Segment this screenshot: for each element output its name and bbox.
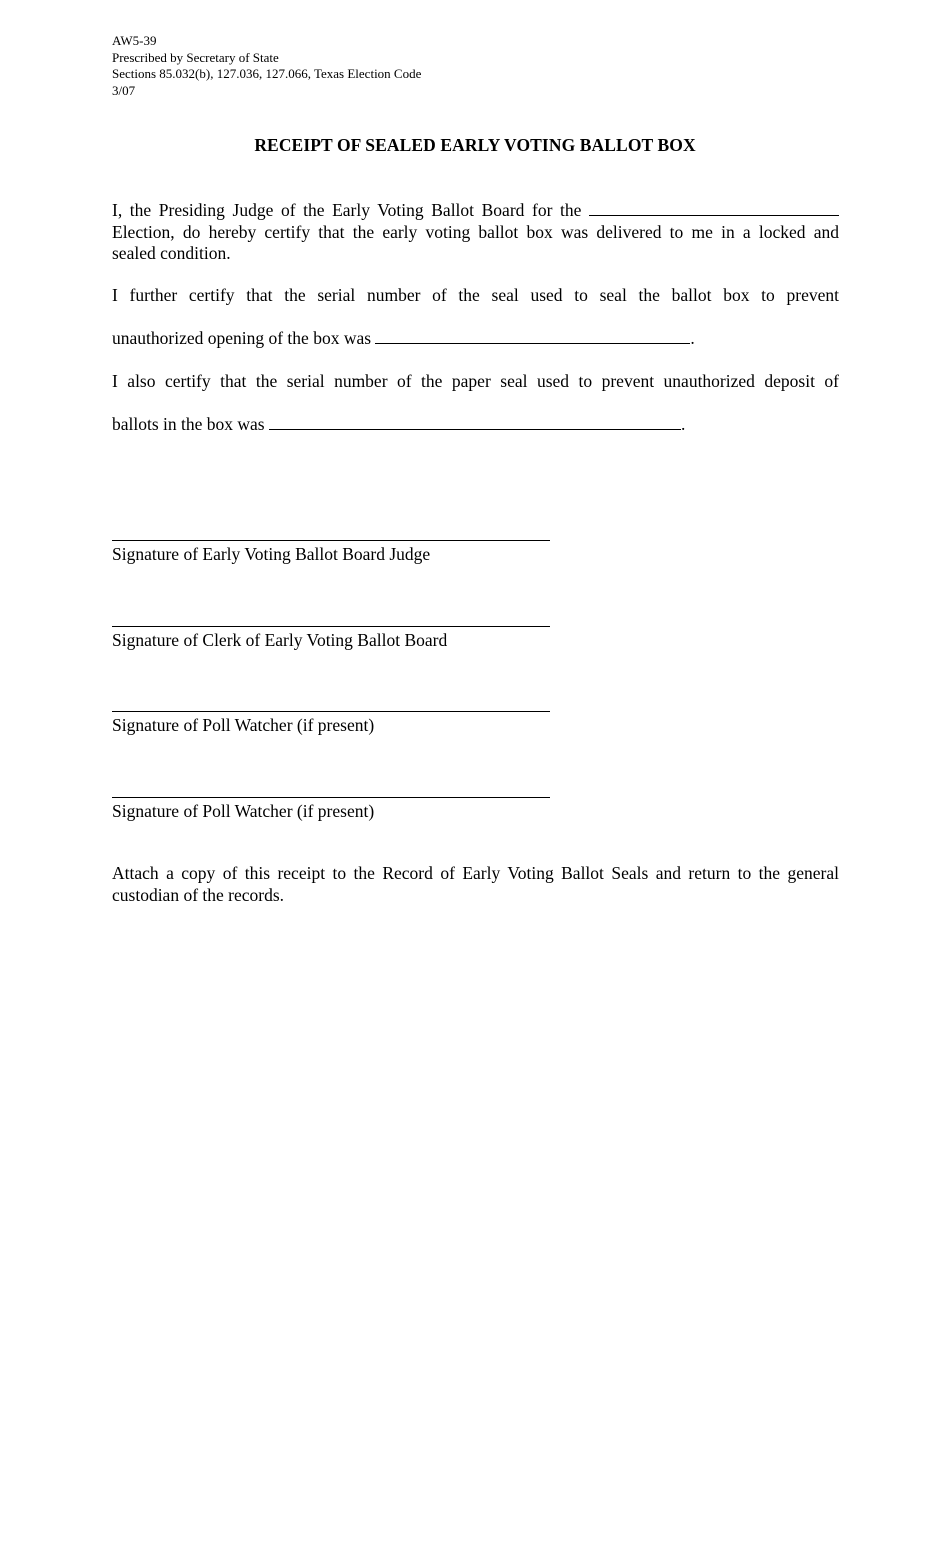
paragraph-text: I, the Presiding Judge of the Early Voting Ballot Board for the <box>112 200 582 220</box>
paragraph-line <box>112 200 839 222</box>
signature-line[interactable] <box>112 626 550 627</box>
form-number: AW5-39 <box>112 33 157 48</box>
signature-label: Signature of Poll Watcher (if present) <box>112 715 375 735</box>
election-name-blank[interactable] <box>589 200 839 216</box>
page-title: RECEIPT OF SEALED EARLY VOTING BALLOT BOX <box>254 135 696 155</box>
signature-block-poll-watcher-2 <box>112 797 552 822</box>
footer-instructions: Attach a copy of this receipt to the Record of Early Voting Ballot Seals and return to the general custodian of the records. <box>112 863 839 905</box>
signature-label: Signature of Clerk of Early Voting Ballot Board <box>112 630 448 650</box>
signature-label: Signature of Early Voting Ballot Board Judge <box>112 544 431 564</box>
certification-paragraph-2-line-2 <box>112 328 839 350</box>
prescribed-by: Prescribed by Secretary of State <box>112 49 279 65</box>
signature-line[interactable] <box>112 711 550 712</box>
period: . <box>681 414 686 434</box>
signature-block-judge <box>112 540 552 565</box>
signature-line[interactable] <box>112 540 550 541</box>
paragraph-line: Election, do hereby certify that the early voting ballot box was delivered to me in a locked and <box>112 221 839 242</box>
paragraph-text: ballots in the box was <box>112 414 265 434</box>
form-header <box>112 33 421 99</box>
seal-serial-number-blank[interactable] <box>375 328 690 344</box>
signature-line[interactable] <box>112 797 550 798</box>
paragraph-text: unauthorized opening of the box was <box>112 328 372 348</box>
signature-label: Signature of Poll Watcher (if present) <box>112 801 375 821</box>
code-sections: Sections 85.032(b), 127.036, 127.066, Texas Election Code <box>112 66 422 81</box>
paragraph-line: sealed condition. <box>112 243 231 263</box>
signature-block-clerk <box>112 626 552 651</box>
period: . <box>690 328 695 348</box>
paper-seal-serial-number-blank[interactable] <box>269 414 681 430</box>
certification-paragraph-2-line-1: I further certify that the serial number of the seal used to seal the ballot box to prevent <box>112 285 839 305</box>
certification-paragraph-3-line-1: I also certify that the serial number of the paper seal used to prevent unauthorized deposit of <box>112 371 839 391</box>
certification-paragraph-3-line-2 <box>112 414 839 436</box>
signature-block-poll-watcher-1 <box>112 711 552 736</box>
certification-paragraph-1 <box>112 200 839 265</box>
form-date: 3/07 <box>112 82 136 98</box>
